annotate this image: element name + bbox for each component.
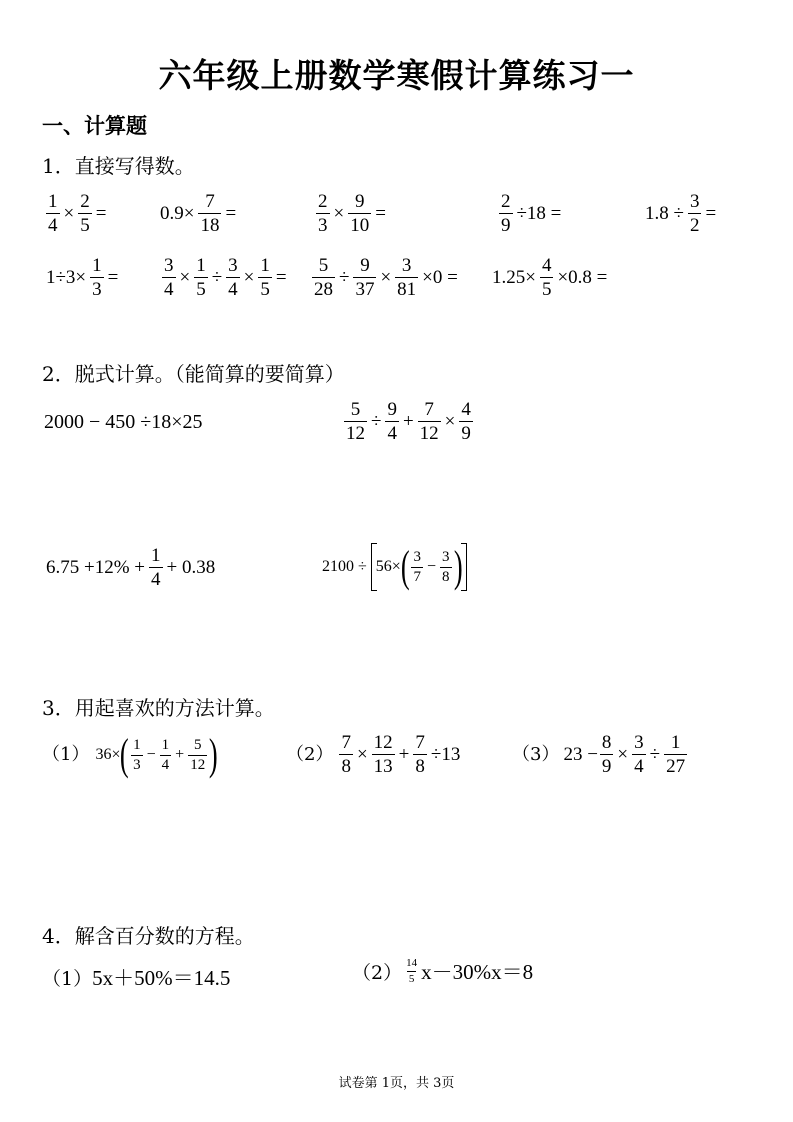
q1-item-1 <box>44 192 108 235</box>
q1-item-3 <box>314 192 388 235</box>
q3-part-1-prefix: 36× <box>95 746 121 763</box>
fraction <box>688 192 702 235</box>
q2-expr-1: 2000 − 450 ÷18×25 <box>44 411 203 433</box>
numerator: 2 <box>318 191 328 212</box>
denominator: 4 <box>228 279 238 300</box>
denominator: 8 <box>415 756 425 777</box>
denominator: 28 <box>314 279 333 300</box>
operator-text: × <box>444 411 456 432</box>
operator-text: 1÷3× <box>46 267 87 288</box>
q1-item-9 <box>490 256 609 299</box>
page-footer: 试卷第 1页，共 3页 <box>338 1076 455 1091</box>
fraction <box>632 733 646 776</box>
question-2-heading: 2．脱式计算。（能简算的要简算） <box>42 362 345 386</box>
numerator: 9 <box>354 191 365 212</box>
denominator: 12 <box>346 423 365 444</box>
denominator: 4 <box>387 423 397 444</box>
fraction <box>540 256 554 299</box>
numerator: 5 <box>318 255 329 276</box>
operator-text: = <box>225 203 237 224</box>
denominator: 4 <box>48 215 58 236</box>
operator-text: × <box>333 203 345 224</box>
fraction <box>600 733 614 776</box>
page-title: 六年级上册数学寒假计算练习一 <box>158 56 635 95</box>
operator-text: × <box>243 267 255 288</box>
numerator: 7 <box>424 399 434 420</box>
fraction <box>131 738 143 773</box>
numerator: 1 <box>670 732 681 753</box>
operator-text: ×0 = <box>422 267 458 288</box>
operator-text: × <box>63 203 75 224</box>
fraction <box>440 550 452 585</box>
denominator: 27 <box>666 756 686 777</box>
operator-text: + 0.38 <box>166 557 216 578</box>
q2-expr-2 <box>342 400 475 443</box>
q3-part-2 <box>286 733 462 776</box>
q4-part-2 <box>352 956 533 986</box>
denominator: 4 <box>164 279 174 300</box>
denominator: 2 <box>689 215 700 236</box>
fraction <box>149 546 163 589</box>
denominator: 5 <box>80 215 90 236</box>
numerator: 5 <box>350 399 361 420</box>
operator-text: 1.8 ÷ <box>645 203 684 224</box>
q1-item-7 <box>160 256 289 299</box>
operator-text: 6.75 +12% + <box>46 557 146 578</box>
q1-item-2 <box>158 192 238 235</box>
numerator: 7 <box>415 732 425 753</box>
denominator: 4 <box>634 756 644 777</box>
q3-part-1-label: （1） <box>42 744 90 765</box>
q1-item-8 <box>310 256 460 299</box>
denominator: 8 <box>341 756 351 777</box>
fraction <box>198 192 221 235</box>
fraction <box>664 733 687 776</box>
operator-text: ÷ <box>211 267 223 288</box>
q3-part-3 <box>512 733 689 776</box>
numerator: 7 <box>205 191 215 212</box>
q2-expr-4-inner-prefix: 56× <box>375 558 401 575</box>
denominator: 18 <box>200 215 220 236</box>
q4-part-1-label: （1） <box>42 967 93 990</box>
q1-item-6 <box>44 256 120 299</box>
operator-text: ×0.8 = <box>557 267 608 288</box>
q3-part-2-label: （2） <box>286 743 334 765</box>
denominator: 13 <box>373 756 393 777</box>
question-1-heading: 1．直接写得数。 <box>42 154 195 178</box>
fraction <box>344 400 367 443</box>
numerator: 3 <box>634 732 644 753</box>
right-paren: ) <box>209 730 218 779</box>
operator: − <box>426 558 436 575</box>
numerator: 3 <box>413 548 421 565</box>
denominator: 5 <box>541 279 552 300</box>
fraction <box>372 733 395 776</box>
operator-text: = <box>107 267 119 288</box>
denominator: 7 <box>413 568 421 585</box>
numerator: 4 <box>541 255 552 276</box>
fraction <box>395 256 418 299</box>
numerator: 1 <box>260 255 270 276</box>
operator-text: 0.9× <box>160 203 195 224</box>
fraction <box>339 733 353 776</box>
operator-text: − <box>146 746 156 763</box>
fraction <box>413 733 427 776</box>
numerator: 5 <box>193 736 202 753</box>
denominator: 37 <box>355 279 375 300</box>
numerator: 14 <box>406 956 418 969</box>
denominator: 5 <box>260 279 270 300</box>
fraction <box>312 256 335 299</box>
q2-expr-4-prefix: 2100 ÷ <box>322 558 367 575</box>
numerator: 9 <box>360 255 370 276</box>
fraction <box>385 400 399 443</box>
denominator: 4 <box>161 756 170 773</box>
numerator: 7 <box>341 732 351 753</box>
operator-text: 1.25× <box>492 267 536 288</box>
denominator: 12 <box>190 756 206 773</box>
left-paren: ( <box>400 542 410 591</box>
fraction <box>188 738 207 773</box>
denominator: 3 <box>92 279 102 300</box>
operator-text: × <box>179 267 191 288</box>
numerator: 12 <box>373 732 393 753</box>
numerator: 1 <box>151 545 161 566</box>
fraction <box>316 192 330 235</box>
fraction <box>411 550 423 585</box>
operator-text: ÷ <box>371 411 382 432</box>
q4-part-2-label: （2） <box>352 961 403 984</box>
q3-part-3-label: （3） <box>512 743 560 765</box>
numerator: 2 <box>501 191 511 212</box>
operator-text: = <box>275 267 287 288</box>
question-3-heading: 3．用起喜欢的方法计算。 <box>42 696 275 720</box>
fraction <box>194 256 208 299</box>
question-4-heading: 4．解含百分数的方程。 <box>42 924 255 948</box>
fraction <box>162 256 176 299</box>
denominator: 5 <box>408 972 415 985</box>
square-bracket <box>371 543 467 591</box>
q3-part-1 <box>42 730 218 779</box>
numerator: 1 <box>92 255 102 276</box>
fraction <box>46 192 60 235</box>
numerator: 3 <box>689 191 700 212</box>
operator-text: × <box>617 744 629 765</box>
q4-part-1 <box>42 962 230 992</box>
operator-text: ÷ <box>339 267 350 288</box>
operator-text: × <box>380 267 392 288</box>
numerator: 3 <box>228 255 238 276</box>
q3-part-3-prefix: 23 − <box>563 744 598 765</box>
fraction <box>459 400 473 443</box>
denominator: 81 <box>397 279 417 300</box>
q1-item-4 <box>497 192 563 235</box>
numerator: 1 <box>196 255 206 276</box>
numerator: 1 <box>161 736 170 753</box>
denominator: 12 <box>419 423 439 444</box>
q2-expr-3 <box>44 546 217 589</box>
operator-text: + <box>398 744 410 765</box>
fraction <box>258 256 272 299</box>
numerator: 1 <box>133 736 141 753</box>
denominator: 10 <box>350 215 370 236</box>
operator-text: = <box>375 203 386 224</box>
numerator: 3 <box>164 255 174 276</box>
numerator: 3 <box>401 255 412 276</box>
fraction <box>160 738 172 773</box>
denominator: 3 <box>133 756 141 773</box>
fraction <box>348 192 371 235</box>
operator-text: = <box>705 203 717 224</box>
denominator: 9 <box>601 756 612 777</box>
q3-part-2-expr <box>337 733 462 776</box>
q1-item-5 <box>643 192 718 235</box>
q3-part-3-expr <box>598 733 689 776</box>
q2-expr-4 <box>322 543 467 591</box>
operator-text: ÷13 <box>430 744 461 765</box>
q4-part-2-equation: x－30%x＝8 <box>421 960 534 984</box>
fraction <box>226 256 240 299</box>
operator-text: = <box>95 203 107 224</box>
q3-part-1-inner <box>129 738 209 773</box>
operator-text: × <box>356 744 368 765</box>
denominator: 8 <box>442 568 450 585</box>
fraction <box>418 400 441 443</box>
denominator: 4 <box>151 569 161 590</box>
section-heading: 一、计算题 <box>42 114 147 138</box>
left-paren: ( <box>120 730 130 779</box>
operator-text: + <box>175 746 185 763</box>
fraction <box>404 958 419 985</box>
fraction <box>90 256 104 299</box>
numerator: 8 <box>601 732 612 753</box>
denominator: 9 <box>461 423 471 444</box>
operator-text: + <box>402 411 414 432</box>
operator-text: ÷ <box>649 744 661 765</box>
numerator: 9 <box>387 399 397 420</box>
denominator: 5 <box>196 279 206 300</box>
q4-part-1-equation: 5x＋50%＝14.5 <box>92 966 231 990</box>
fraction <box>353 256 376 299</box>
denominator: 3 <box>318 215 328 236</box>
numerator: 4 <box>461 399 471 420</box>
right-paren: ) <box>453 542 463 591</box>
fraction <box>499 192 513 235</box>
denominator: 9 <box>501 215 511 236</box>
numerator: 1 <box>48 191 58 212</box>
fraction <box>78 192 92 235</box>
numerator: 2 <box>80 191 90 212</box>
operator-text: ÷18 = <box>516 203 562 224</box>
numerator: 3 <box>442 548 450 565</box>
